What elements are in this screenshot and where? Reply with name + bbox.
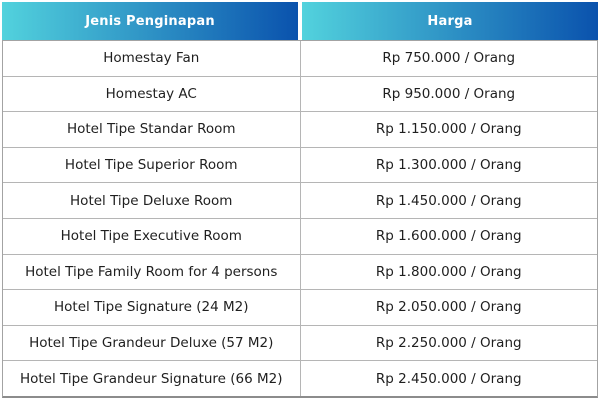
price-cell: Rp 1.600.000 / Orang (300, 219, 598, 254)
table-header-row (2, 2, 598, 40)
table-body (2, 40, 598, 398)
table-row (3, 41, 597, 77)
table-row (3, 255, 597, 291)
column-header-harga: Harga (302, 2, 598, 40)
room-type-cell: Hotel Tipe Deluxe Room (70, 192, 233, 209)
room-type-cell: Hotel Tipe Superior Room (64, 157, 238, 174)
table-row (3, 112, 597, 148)
room-type-cell: Hotel Tipe Standar Room (66, 121, 236, 138)
price-cell: Rp 1.800.000 / Orang (300, 255, 598, 290)
table-row (3, 183, 597, 219)
room-type-cell: Hotel Tipe Grandeur Signature (66 M2) (19, 370, 283, 387)
table-row (3, 219, 597, 255)
room-type-cell: Hotel Tipe Family Room for 4 persons (25, 263, 278, 280)
price-cell: Rp 2.250.000 / Orang (300, 326, 598, 361)
room-type-cell: Hotel Tipe Signature (24 M2) (54, 299, 249, 316)
room-type-cell: Hotel Tipe Grandeur Deluxe (57 M2) (29, 335, 274, 352)
price-cell: Rp 1.150.000 / Orang (300, 112, 598, 147)
price-cell: Rp 2.050.000 / Orang (300, 290, 598, 325)
table-row (3, 148, 597, 184)
room-type-cell: Homestay Fan (103, 50, 200, 67)
table-row (3, 361, 597, 396)
table-row (3, 77, 597, 113)
price-cell: Rp 1.450.000 / Orang (300, 183, 598, 218)
price-cell: Rp 1.300.000 / Orang (300, 148, 598, 183)
room-type-cell: Hotel Tipe Executive Room (60, 228, 242, 245)
room-type-cell: Homestay AC (105, 85, 197, 102)
table-row (3, 326, 597, 362)
column-header-jenis-penginapan: Jenis Penginapan (2, 2, 298, 40)
price-cell: Rp 750.000 / Orang (300, 41, 598, 76)
price-cell: Rp 2.450.000 / Orang (300, 361, 598, 396)
price-cell: Rp 950.000 / Orang (300, 77, 598, 112)
table-row (3, 290, 597, 326)
